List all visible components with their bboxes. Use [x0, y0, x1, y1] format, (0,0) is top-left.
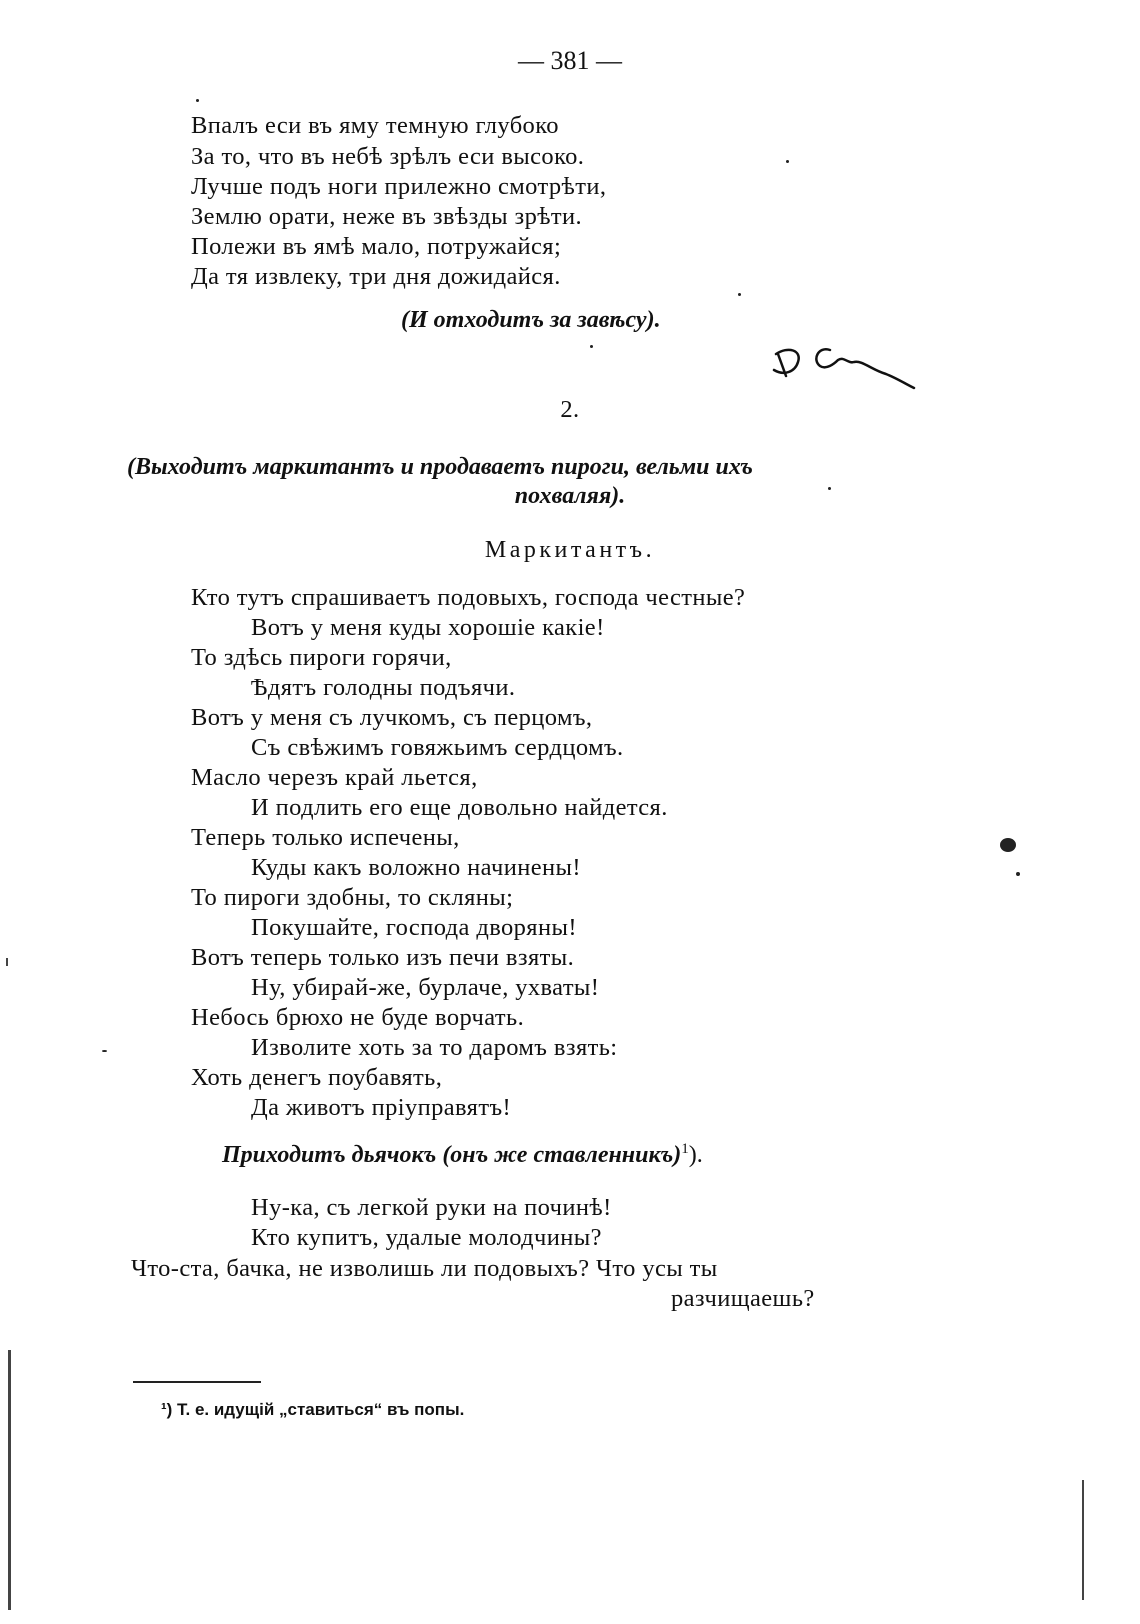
- ink-speck: [196, 99, 199, 102]
- verse-line: Масло черезъ край льется,: [191, 764, 478, 791]
- ink-speck: [590, 345, 593, 348]
- verse-line: То пироги здобны, то скляны;: [191, 884, 514, 911]
- verse-line: Хоть денегъ поубавять,: [191, 1064, 443, 1091]
- verse-line: Землю орати, неже въ звѣзды зрѣти.: [191, 203, 583, 230]
- page-edge-line: [8, 1350, 11, 1610]
- ink-blot: [1000, 838, 1016, 852]
- verse-line: Кто тутъ спрашиваетъ подовыхъ, господа честные?: [191, 584, 746, 611]
- verse-line: Впалъ еси въ яму темную глубоко: [191, 112, 559, 139]
- speaker-name: Маркитантъ.: [484, 537, 656, 563]
- scene-number: 2.: [560, 396, 580, 423]
- verse-line: Кто купитъ, удалые молодчины?: [251, 1224, 602, 1251]
- verse-line: Изволите хоть за то даромъ взять:: [251, 1034, 618, 1061]
- verse-line: И подлить его еще довольно найдется.: [251, 794, 668, 821]
- page-number: — 381 —: [518, 46, 622, 75]
- verse-line: Ѣдятъ голодны подъячи.: [251, 674, 516, 701]
- page-edge-mark: [6, 958, 8, 966]
- footnote: ¹) Т. е. идущій „ставиться“ въ попы.: [161, 1400, 465, 1419]
- verse-line: Вотъ у меня куды хорошіе какіе!: [251, 614, 605, 641]
- stage-direction-text: Приходитъ дьячокъ (онъ же ставленникъ): [222, 1142, 682, 1168]
- verse-line: Вотъ у меня съ лучкомъ, съ перцомъ,: [191, 704, 593, 731]
- page-edge-line: [1082, 1480, 1084, 1600]
- stage-direction: [222, 1141, 703, 1169]
- stage-direction-tail: ).: [688, 1142, 703, 1168]
- verse-line: Да животъ пріуправятъ!: [251, 1094, 512, 1121]
- verse-line: Куды какъ воложно начинены!: [251, 854, 581, 881]
- ink-speck: [786, 160, 789, 163]
- verse-line: разчищаешь?: [671, 1285, 815, 1312]
- stage-direction: (Выходитъ маркитантъ и продаваетъ пироги, вельми ихъ: [127, 454, 753, 480]
- verse-line: Ну, убирай-же, бурлаче, ухваты!: [251, 974, 600, 1001]
- verse-line: Лучше подъ ноги прилежно смотрѣти,: [191, 173, 607, 200]
- stage-direction: похваляя).: [514, 483, 626, 509]
- verse-line: Что-ста, бачка, не изволишь ли подовыхъ? Что усы ты: [131, 1255, 718, 1282]
- verse-line: За то, что въ небѣ зрѣлъ еси высоко.: [191, 143, 585, 170]
- footnote-rule: [133, 1381, 261, 1383]
- verse-line: Вотъ теперь только изъ печи взяты.: [191, 944, 575, 971]
- ink-speck: [738, 293, 741, 296]
- handwritten-mark: [768, 340, 918, 400]
- ink-speck: [828, 487, 831, 490]
- stage-direction: (И отходитъ за завѣсу).: [401, 307, 661, 333]
- verse-line: Покушайте, господа дворяны!: [251, 914, 577, 941]
- ink-speck: [102, 1050, 107, 1052]
- verse-line: Да тя извлеку, три дня дожидайся.: [191, 263, 561, 290]
- verse-line: То здѣсь пироги горячи,: [191, 644, 452, 671]
- verse-line: Теперь только испечены,: [191, 824, 460, 851]
- verse-line: Съ свѣжимъ говяжьимъ сердцомъ.: [251, 734, 624, 761]
- verse-line: Ну-ка, съ легкой руки на починѣ!: [251, 1194, 612, 1221]
- verse-line: Небось брюхо не буде ворчать.: [191, 1004, 525, 1031]
- footnote-ref: 1: [681, 1141, 689, 1157]
- ink-speck: [1016, 872, 1020, 876]
- verse-line: Полежи въ ямѣ мало, потружайся;: [191, 233, 562, 260]
